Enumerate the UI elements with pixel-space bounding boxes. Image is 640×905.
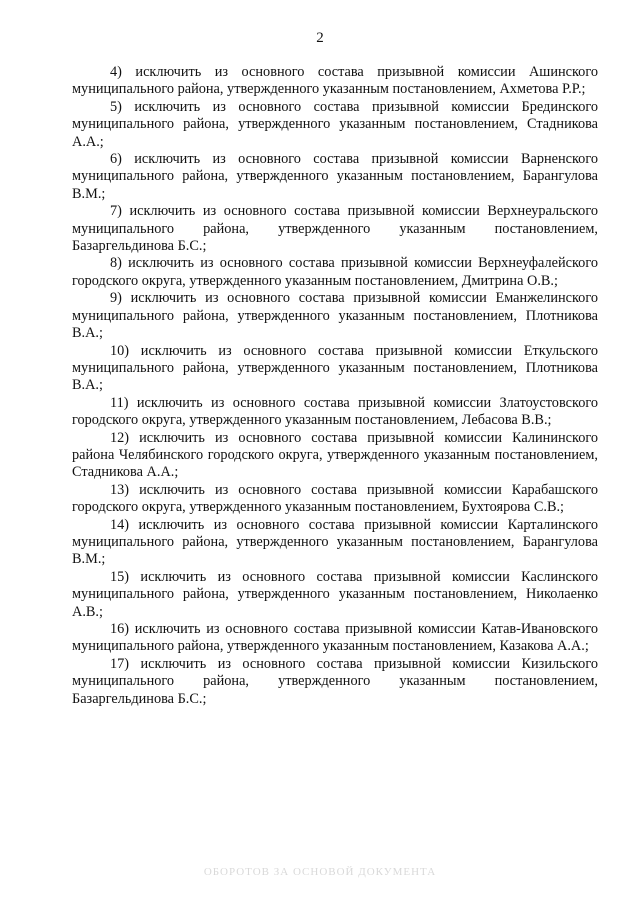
paragraph-item-4: 4) исключить из основного состава призывной комиссии Ашинского муниципального района, утвержденного указанным постановлением, Ахметова Р.Р.; xyxy=(72,64,598,98)
paragraph-item-11: 11) исключить из основного состава призывной комиссии Златоустовского городского округа, утвержденного указанным постановлением, Лебасова В.В.; xyxy=(72,394,598,429)
paragraph-item-6: 6) исключить из основного состава призывной комиссии Варненского муниципального района, утвержденного указанным постановлением, Барангулова В.М.; xyxy=(72,151,598,202)
paragraph-item-8: 8) исключить из основного состава призывной комиссии Верхнеуфалейского городского округа, утвержденного указанным постановлением, Дмитрина О.В.; xyxy=(72,255,598,289)
paragraph-item-7: 7) исключить из основного состава призывной комиссии Верхнеуральского муниципального района, утвержденного указанным постановлением, Базаргельдинова Б.С.; xyxy=(72,203,598,255)
page-number: 2 xyxy=(316,30,324,46)
document-body xyxy=(72,64,598,708)
paragraph-item-10: 10) исключить из основного состава призывной комиссии Еткульского муниципального района, утвержденного указанным постановлением, Плотникова В.А.; xyxy=(72,342,598,394)
paragraph-item-5: 5) исключить из основного состава призывной комиссии Брединского муниципального района, утвержденного указанным постановлением, Стадникова А.А.; xyxy=(72,98,598,150)
paragraph-item-15: 15) исключить из основного состава призывной комиссии Каслинского муниципального района, утвержденного указанным постановлением, Николаенко А.В.; xyxy=(72,568,598,620)
paragraph-item-16: 16) исключить из основного состава призывной комиссии Катав-Ивановского муниципального района, утвержденного указанным постановлением, Казакова А.А.; xyxy=(72,621,598,655)
paragraph-item-9: 9) исключить из основного состава призывной комиссии Еманжелинского муниципального района, утвержденного указанным постановлением, Плотникова В.А.; xyxy=(72,290,598,342)
paragraph-item-12: 12) исключить из основного состава призывной комиссии Калининского района Челябинского городского округа, утвержденного указанным постановлением, Стадникова А.А.; xyxy=(72,429,598,481)
paragraph-item-13: 13) исключить из основного состава призывной комиссии Карабашского городского округа, утвержденного указанным постановлением, Бухтоярова С.В.; xyxy=(72,481,598,516)
footer-watermark: ОБОРОТОВ ЗА ОСНОВОЙ ДОКУМЕНТА xyxy=(203,866,437,878)
paragraph-item-17: 17) исключить из основного состава призывной комиссии Кизильского муниципального района, утвержденного указанным постановлением, Базаргельдинова Б.С.; xyxy=(72,655,598,707)
paragraph-item-14: 14) исключить из основного состава призывной комиссии Карталинского муниципального района, утвержденного указанным постановлением, Барангулова В.М.; xyxy=(72,516,598,568)
